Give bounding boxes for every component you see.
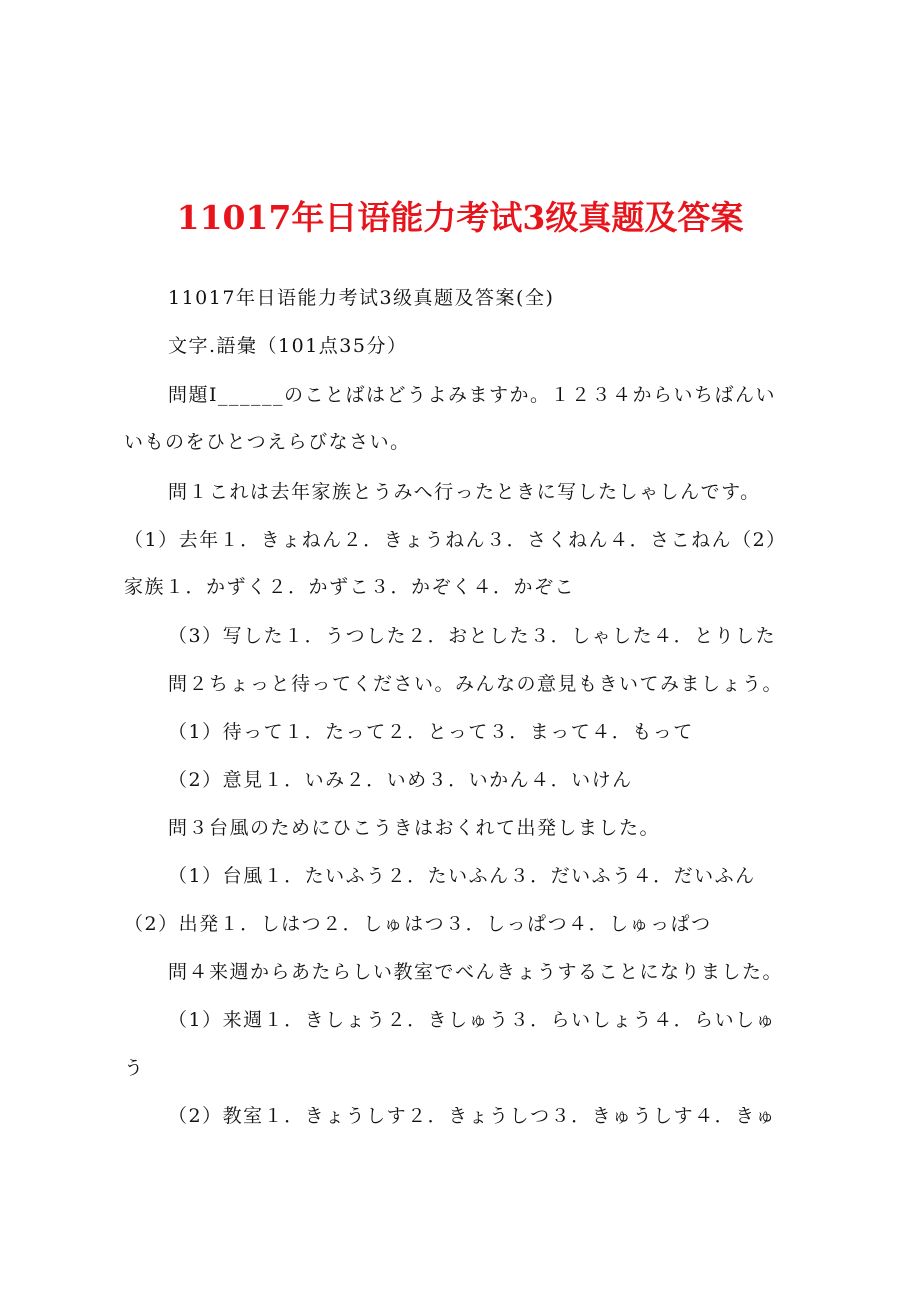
question-4-option-2: （2）教室１．きょうしす２．きょうしつ３．きゅうしす４．きゅ [168,1105,777,1127]
question-1-text: 問１これは去年家族とうみへ行ったときに写したしゃしんです。 [168,481,761,503]
question-4-option-1: （1）来週１．きしょう２．きしゅう３．らいしょう４．らいしゅ [168,1009,777,1031]
question-1-option-3: （3）写した１．うつした２．おとした３．しゃした４．とりした [168,625,777,647]
question-4-option-1-cont: う [124,1057,145,1079]
question-3-option-1: （1）台風１．たいふう２．たいふん３．だいふう４．だいふん [168,865,756,887]
question-3-option-2: （2）出発１．しはつ２．しゅはつ３．しっぱつ４．しゅっぱつ [124,913,712,935]
document-title: 11017年日语能力考试3级真题及答案 [176,198,744,237]
question-3-text: 問３台風のためにひこうきはおくれて出発しました。 [168,817,661,839]
instruction-line-1: 問題Ⅰ______のことばはどうよみますか。１２３４からいちばんい [168,384,777,406]
question-2-option-2: （2）意見１．いみ２．いめ３．いかん４．いけん [168,769,633,791]
question-1-option-2: 家族１．かずく２．かずこ３．かぞく４．かぞこ [124,576,576,598]
question-2-text: 問２ちょっと待ってください。みんなの意見もきいてみましょう。 [168,673,784,695]
question-4-text: 問４来週からあたらしい教室でべんきょうすることになりました。 [168,961,784,983]
instruction-line-2: いものをひとつえらびなさい。 [124,431,411,453]
question-1-option-1: （1）去年１．きょねん２．きょうねん３．さくねん４．さこねん（2） [124,529,787,551]
question-2-option-1: （1）待って１．たって２．とって３．まって４．もって [168,721,694,743]
section-heading: 文字.語彙（101点35分） [168,335,408,357]
subtitle-line: 11017年日语能力考试3级真题及答案(全) [168,287,555,309]
